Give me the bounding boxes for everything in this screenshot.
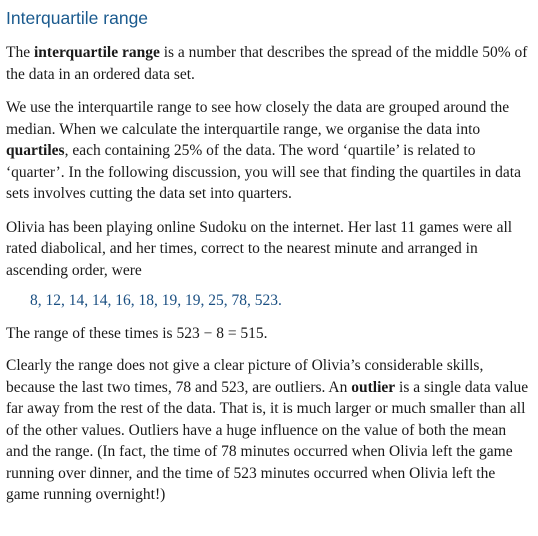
bold-term-outlier: outlier [351,378,396,396]
paragraph-text: is a single data value far away from the rest of the data. That is, it is much larger or much smaller than all of the other values. Outliers have a huge influence on the value of both the mean and the range. (In fact, the time of 78 minutes occurred when Olivia left the game running over dinner, and the time of 523 minutes occurred when Olivia left the game running overnight!) [6,378,529,503]
paragraph-text: , each containing 25% of the data. The word ‘quartile’ is related to ‘quarter’. In the following discussion, you will see that finding the quartiles in data sets involves cutting the data set into quarters. [6,142,521,202]
paragraph-text: Clearly the range does not give a clear picture of Olivia’s considerable skills, because the last two times, 78 and 523, are outliers. An [6,357,484,396]
paragraph-outliers [6,355,532,506]
bold-term-quartiles: quartiles [6,142,65,159]
document-page [6,0,532,506]
paragraph-text: We use the interquartile range to see how closely the data are grouped around the median. When we calculate the interquartile range, we organise the data into [6,99,510,138]
paragraph-range: The range of these times is 523 − 8 = 515. [6,324,268,342]
paragraph-text: is a number that describes the spread of the middle 50% of the data in an ordered data set. [6,44,528,83]
paragraph-example-intro: Olivia has been playing online Sudoku on the internet. Her last 11 games were all rated diabolical, and her times, correct to the nearest minute and arranged in ascending order, were [6,218,513,279]
paragraph-quartiles [6,97,532,205]
bold-term-interquartile-range: interquartile range [33,44,160,61]
data-values-line: 8, 12, 14, 14, 16, 18, 19, 19, 25, 78, 523. [30,292,282,309]
paragraph-definition [6,42,532,85]
section-heading: Interquartile range [6,8,149,28]
paragraph-text: The [6,44,34,61]
